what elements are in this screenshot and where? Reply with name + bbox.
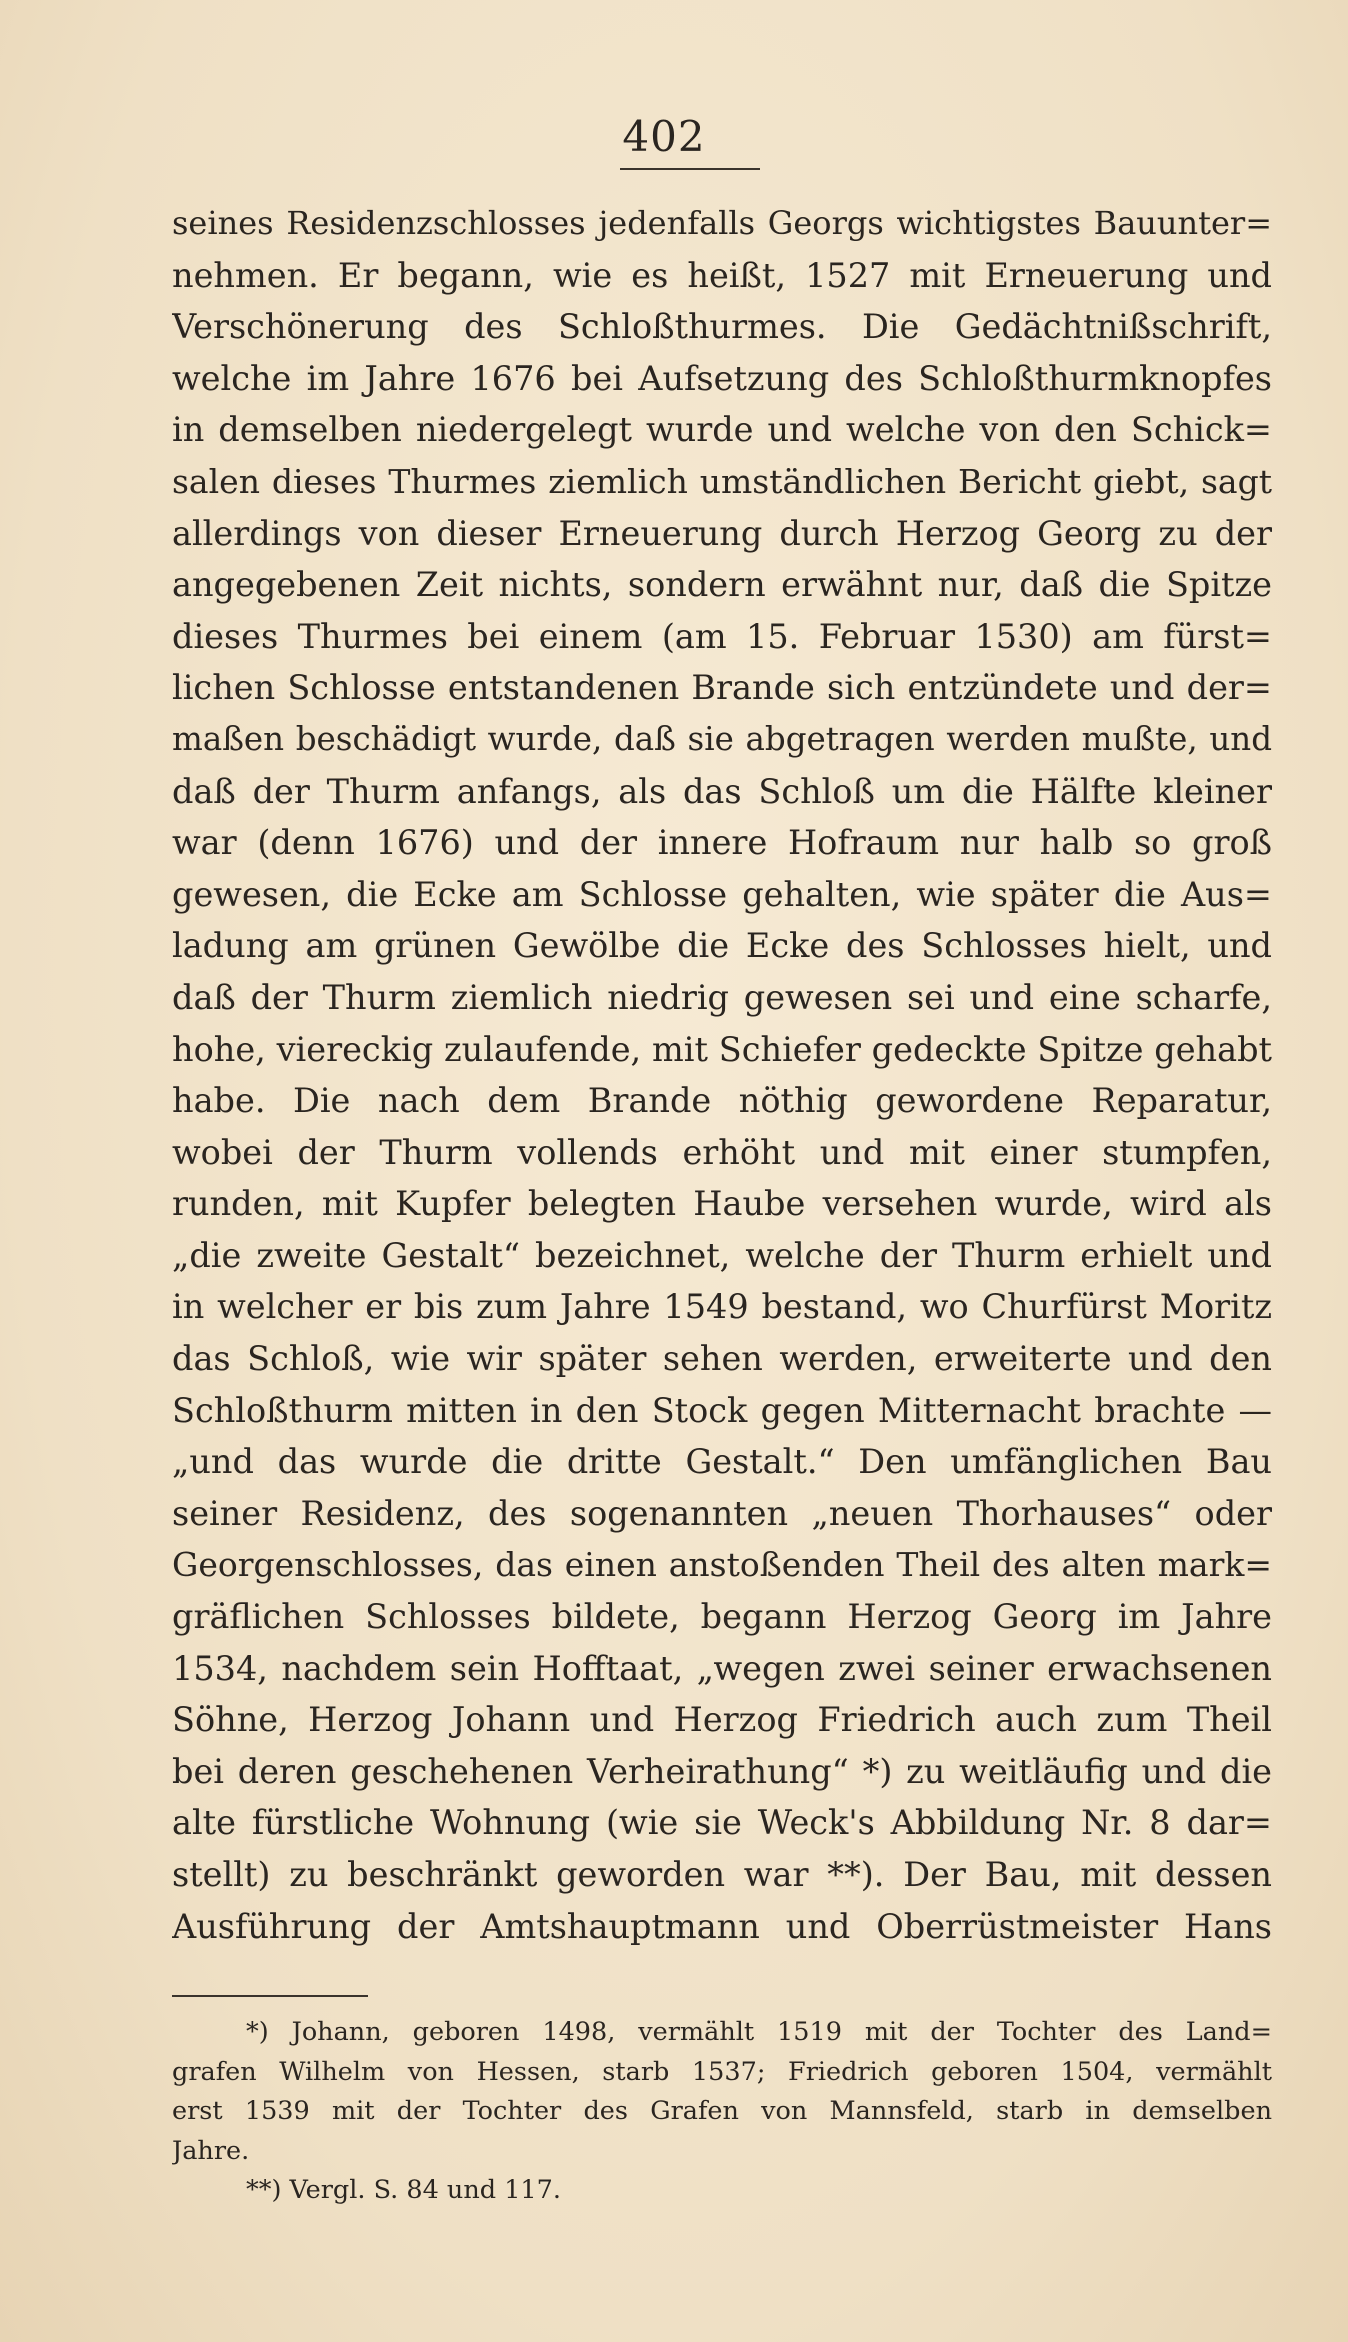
body-line: seiner Residenz, des sogenannten „neuen Thorhauses“ oder	[172, 1493, 1272, 1533]
body-line: welche im Jahre 1676 bei Aufsetzung des Schloßthurmknopfes	[172, 358, 1272, 398]
page-number: 402	[622, 112, 706, 161]
body-line: Schloßthurm mitten in den Stock gegen Mitternacht brachte —	[172, 1390, 1272, 1430]
body-line: salen dieses Thurmes ziemlich umständlichen Bericht giebt, sagt	[172, 461, 1272, 501]
footnote-rule	[172, 1995, 368, 1997]
body-line: allerdings von dieser Erneuerung durch Herzog Georg zu der	[172, 513, 1272, 553]
body-line: seines Residenzschlosses jedenfalls Georgs wichtigstes Bauunter=	[172, 204, 1272, 242]
body-line: Ausführung der Amtshauptmann und Oberrüstmeister Hans	[172, 1906, 1272, 1946]
body-line: hohe, viereckig zulaufende, mit Schiefer gedeckte Spitze gehabt	[172, 1029, 1272, 1069]
footnote-line: erst 1539 mit der Tochter des Grafen von Mannsfeld, starb in demselben	[172, 2096, 1272, 2126]
header-rule	[620, 168, 760, 170]
body-line: maßen beschädigt wurde, daß sie abgetragen werden mußte, und	[172, 719, 1272, 758]
body-line: „die zweite Gestalt“ bezeichnet, welche der Thurm erhielt und	[172, 1235, 1272, 1275]
footnote-line: *) Johann, geboren 1498, vermählt 1519 mit der Tochter des Land=	[246, 2017, 1272, 2047]
body-line: dieses Thurmes bei einem (am 15. Februar 1530) am fürst=	[172, 616, 1272, 656]
body-line: bei deren geschehenen Verheirathung“ *) zu weitläufig und die	[172, 1751, 1272, 1791]
body-line: war (denn 1676) und der innere Hofraum nur halb so groß	[172, 823, 1272, 863]
body-text	[172, 198, 1272, 1952]
body-line: runden, mit Kupfer belegten Haube versehen wurde, wird als	[172, 1184, 1272, 1224]
body-line: lichen Schlosse entstandenen Brande sich entzündete und der=	[172, 668, 1272, 708]
body-line: gewesen, die Ecke am Schlosse gehalten, wie später die Aus=	[172, 874, 1272, 914]
footnote-line: grafen Wilhelm von Hessen, starb 1537; Friedrich geboren 1504, vermählt	[172, 2056, 1272, 2087]
body-line: wobei der Thurm vollends erhöht und mit einer stumpfen,	[172, 1132, 1272, 1172]
body-line: daß der Thurm anfangs, als das Schloß um die Hälfte kleiner	[172, 771, 1272, 811]
body-line: in welcher er bis zum Jahre 1549 bestand, wo Churfürst Moritz	[172, 1287, 1272, 1327]
body-line: gräflichen Schlosses bildete, begann Herzog Georg im Jahre	[172, 1597, 1272, 1637]
footnote-line: Jahre.	[172, 2135, 250, 2166]
footnotes	[172, 2013, 1272, 2211]
body-line: Söhne, Herzog Johann und Herzog Friedrich auch zum Theil	[172, 1700, 1272, 1740]
body-line: „und das wurde die dritte Gestalt.“ Den umfänglichen Bau	[172, 1442, 1272, 1482]
body-line: nehmen. Er begann, wie es heißt, 1527 mit Erneuerung und	[172, 255, 1272, 295]
body-line: Verschönerung des Schloßthurmes. Die Gedächtnißschrift,	[172, 307, 1272, 347]
body-line: daß der Thurm ziemlich niedrig gewesen sei und eine scharfe,	[172, 977, 1272, 1017]
body-line: in demselben niedergelegt wurde und welche von den Schick=	[172, 410, 1272, 450]
body-line: Georgenschlosses, das einen anstoßenden Theil des alten mark=	[172, 1545, 1272, 1585]
body-line: angegebenen Zeit nichts, sondern erwähnt nur, daß die Spitze	[172, 565, 1272, 605]
footnote-line: **) Vergl. S. 84 und 117.	[246, 2175, 561, 2205]
body-line: 1534, nachdem sein Hofftaat, „wegen zwei seiner erwachsenen	[172, 1648, 1272, 1688]
body-line: alte fürstliche Wohnung (wie sie Weck's Abbildung Nr. 8 dar=	[172, 1803, 1272, 1843]
body-line: das Schloß, wie wir später sehen werden, erweiterte und den	[172, 1339, 1272, 1379]
body-line: habe. Die nach dem Brande nöthig gewordene Reparatur,	[172, 1081, 1272, 1121]
body-line: ladung am grünen Gewölbe die Ecke des Schlosses hielt, und	[172, 926, 1272, 966]
body-line: stellt) zu beschränkt geworden war **). Der Bau, mit dessen	[172, 1855, 1272, 1894]
